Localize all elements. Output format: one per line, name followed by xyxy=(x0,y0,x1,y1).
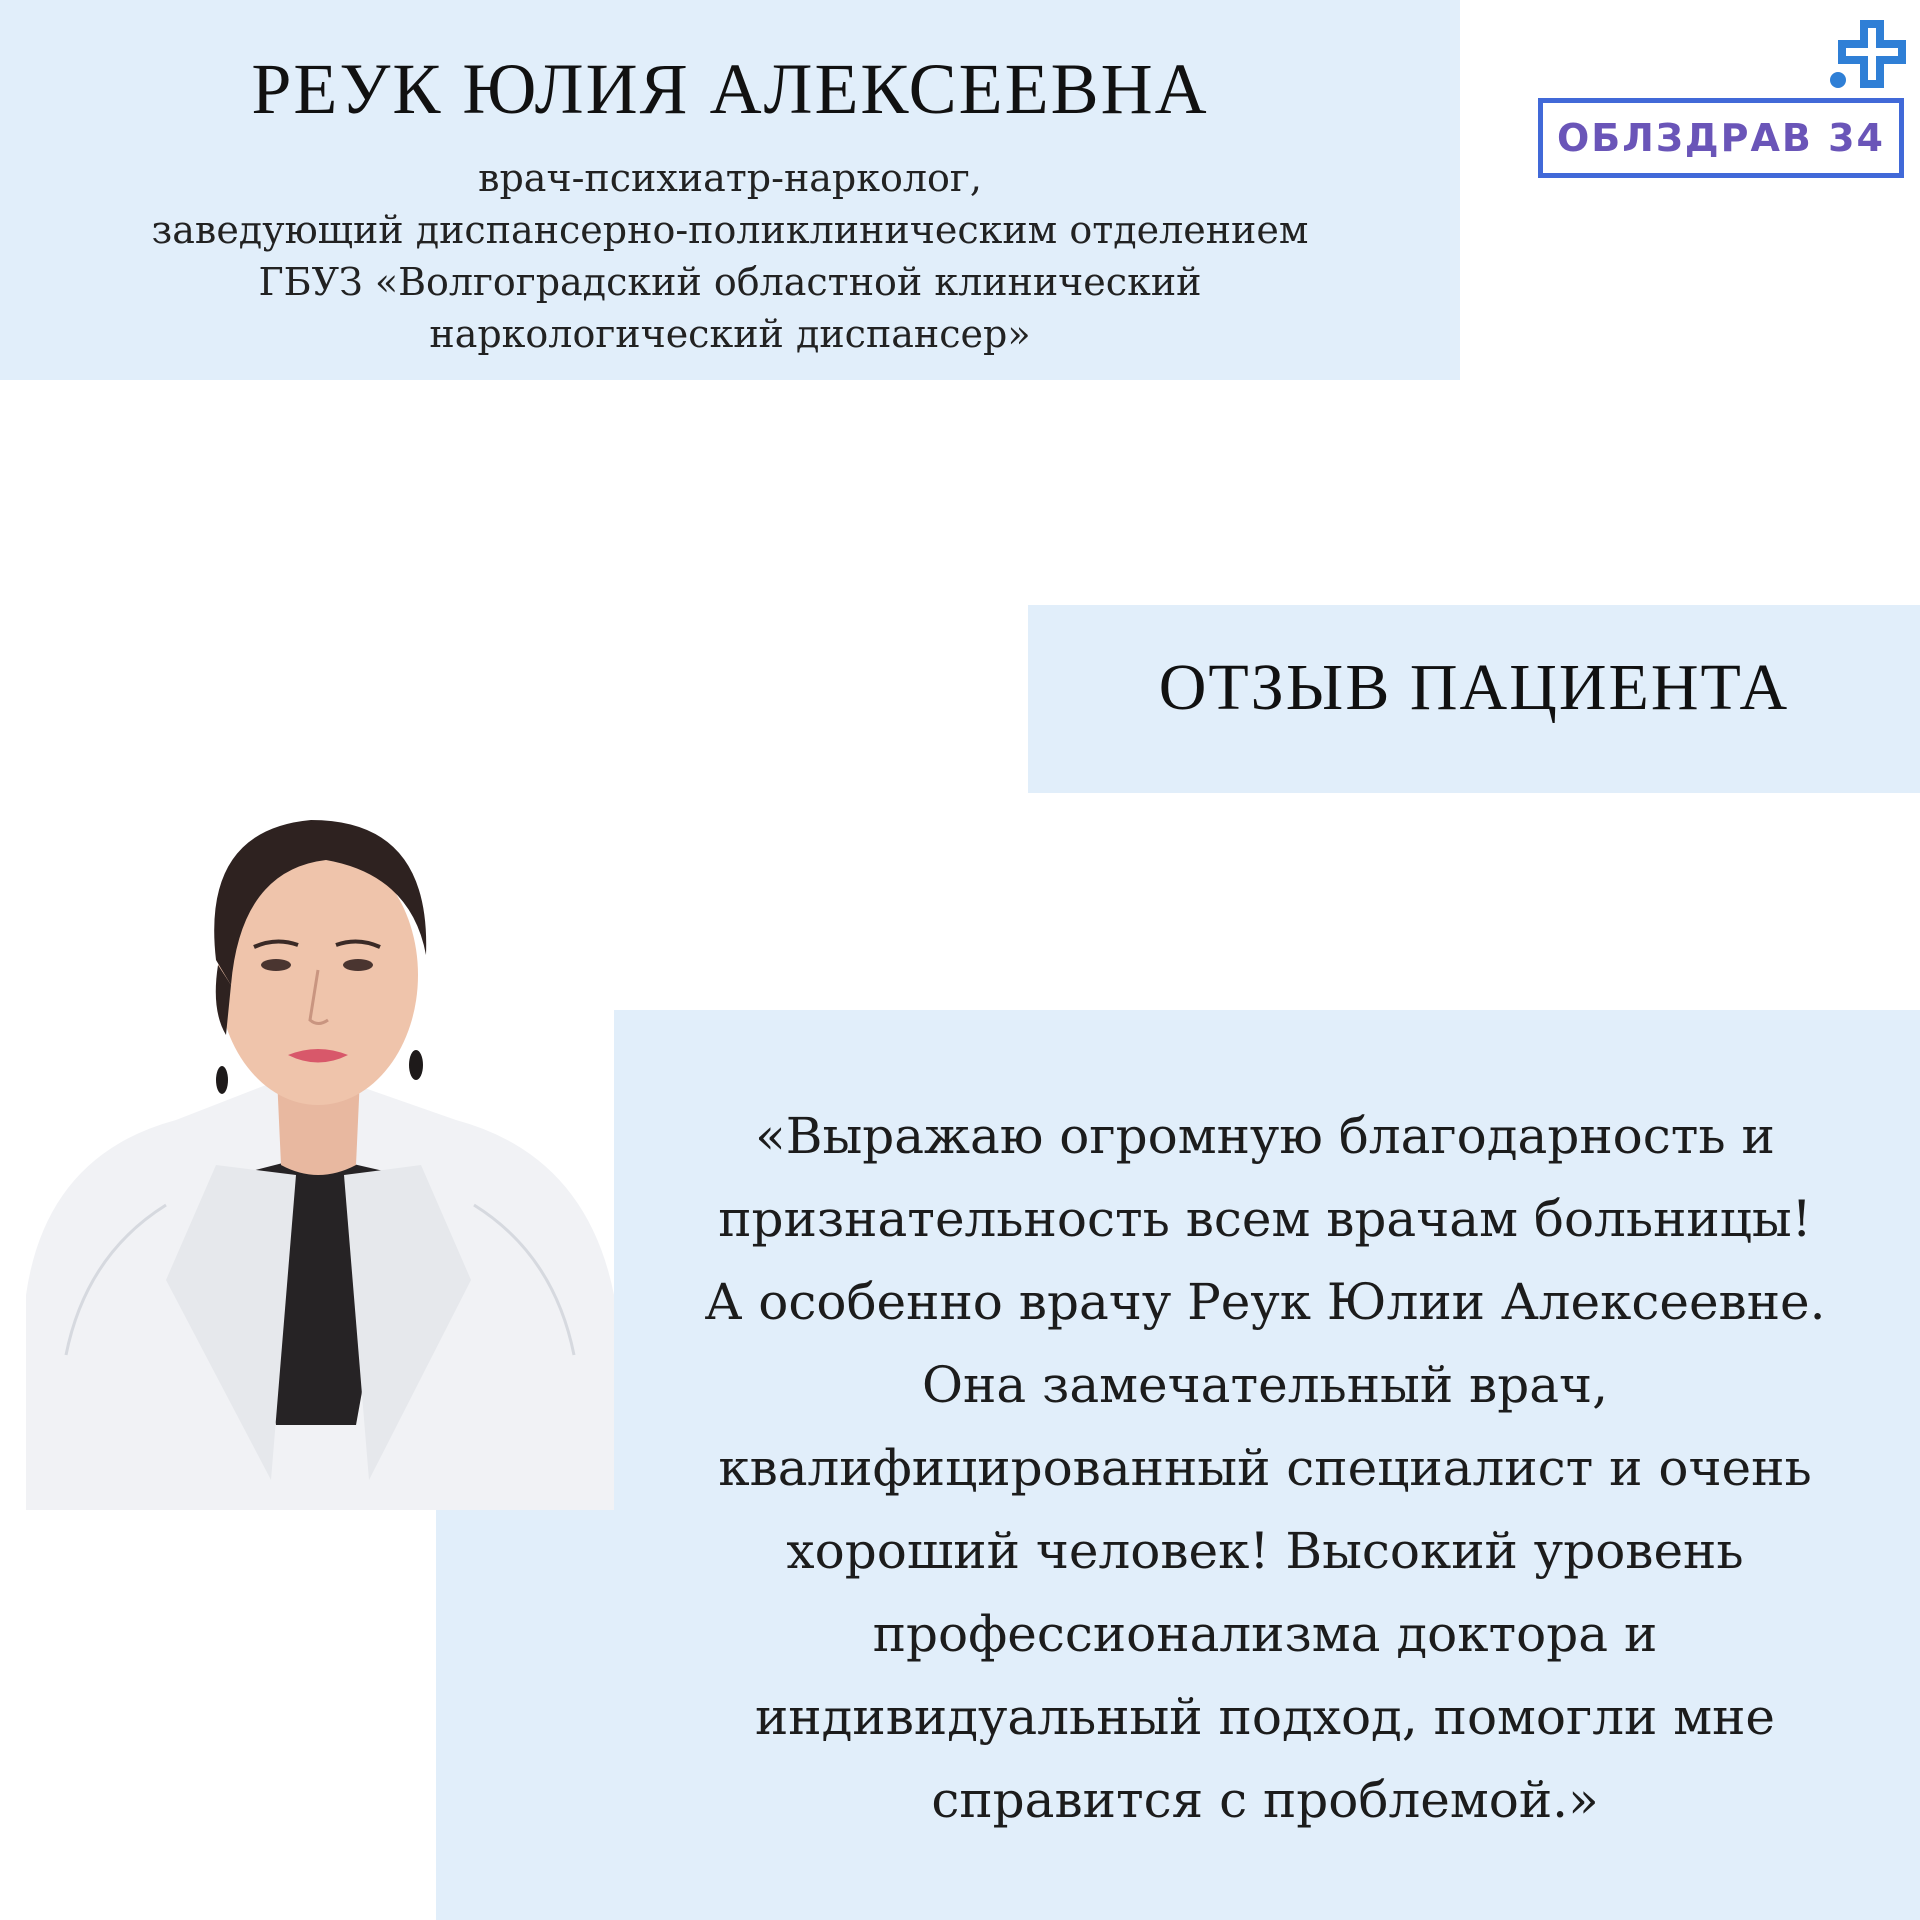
oblzdrav-logo xyxy=(1536,14,1912,190)
review-line: А особенно врачу Реук Юлии Алексеевне. xyxy=(704,1273,1826,1331)
position-line: ГБУЗ «Волгоградский областной клинический xyxy=(258,260,1202,304)
review-line: профессионализма доктора и xyxy=(872,1605,1658,1663)
review-line: индивидуальный подход, помогли мне xyxy=(754,1688,1776,1746)
doctor-position xyxy=(0,152,1460,360)
medical-cross-icon xyxy=(1824,14,1920,94)
review-line: хороший человек! Высокий уровень xyxy=(786,1522,1744,1580)
review-line: признательность всем врачам больницы! xyxy=(718,1190,1812,1248)
position-line: заведующий диспансерно-поликлиническим отделением xyxy=(151,208,1309,252)
section-title: ОТЗЫВ ПАЦИЕНТА xyxy=(1158,651,1790,724)
doctor-name: РЕУК ЮЛИЯ АЛЕКСЕЕВНА xyxy=(251,49,1209,129)
position-line: врач-психиатр-нарколог, xyxy=(478,156,982,200)
logo-frame xyxy=(1538,98,1904,178)
review-line: квалифицированный специалист и очень xyxy=(718,1439,1812,1497)
logo-text: ОБЛЗДРАВ 34 xyxy=(1556,116,1885,160)
review-line: Она замечательный врач, xyxy=(922,1356,1608,1414)
review-line: справится с проблемой.» xyxy=(931,1771,1599,1829)
position-line: наркологический диспансер» xyxy=(429,312,1031,356)
review-line: «Выражаю огромную благодарность и xyxy=(755,1107,1775,1165)
patient-review xyxy=(680,1095,1850,1842)
doctor-portrait-image xyxy=(26,735,614,1510)
doctor-photo xyxy=(26,735,614,1510)
